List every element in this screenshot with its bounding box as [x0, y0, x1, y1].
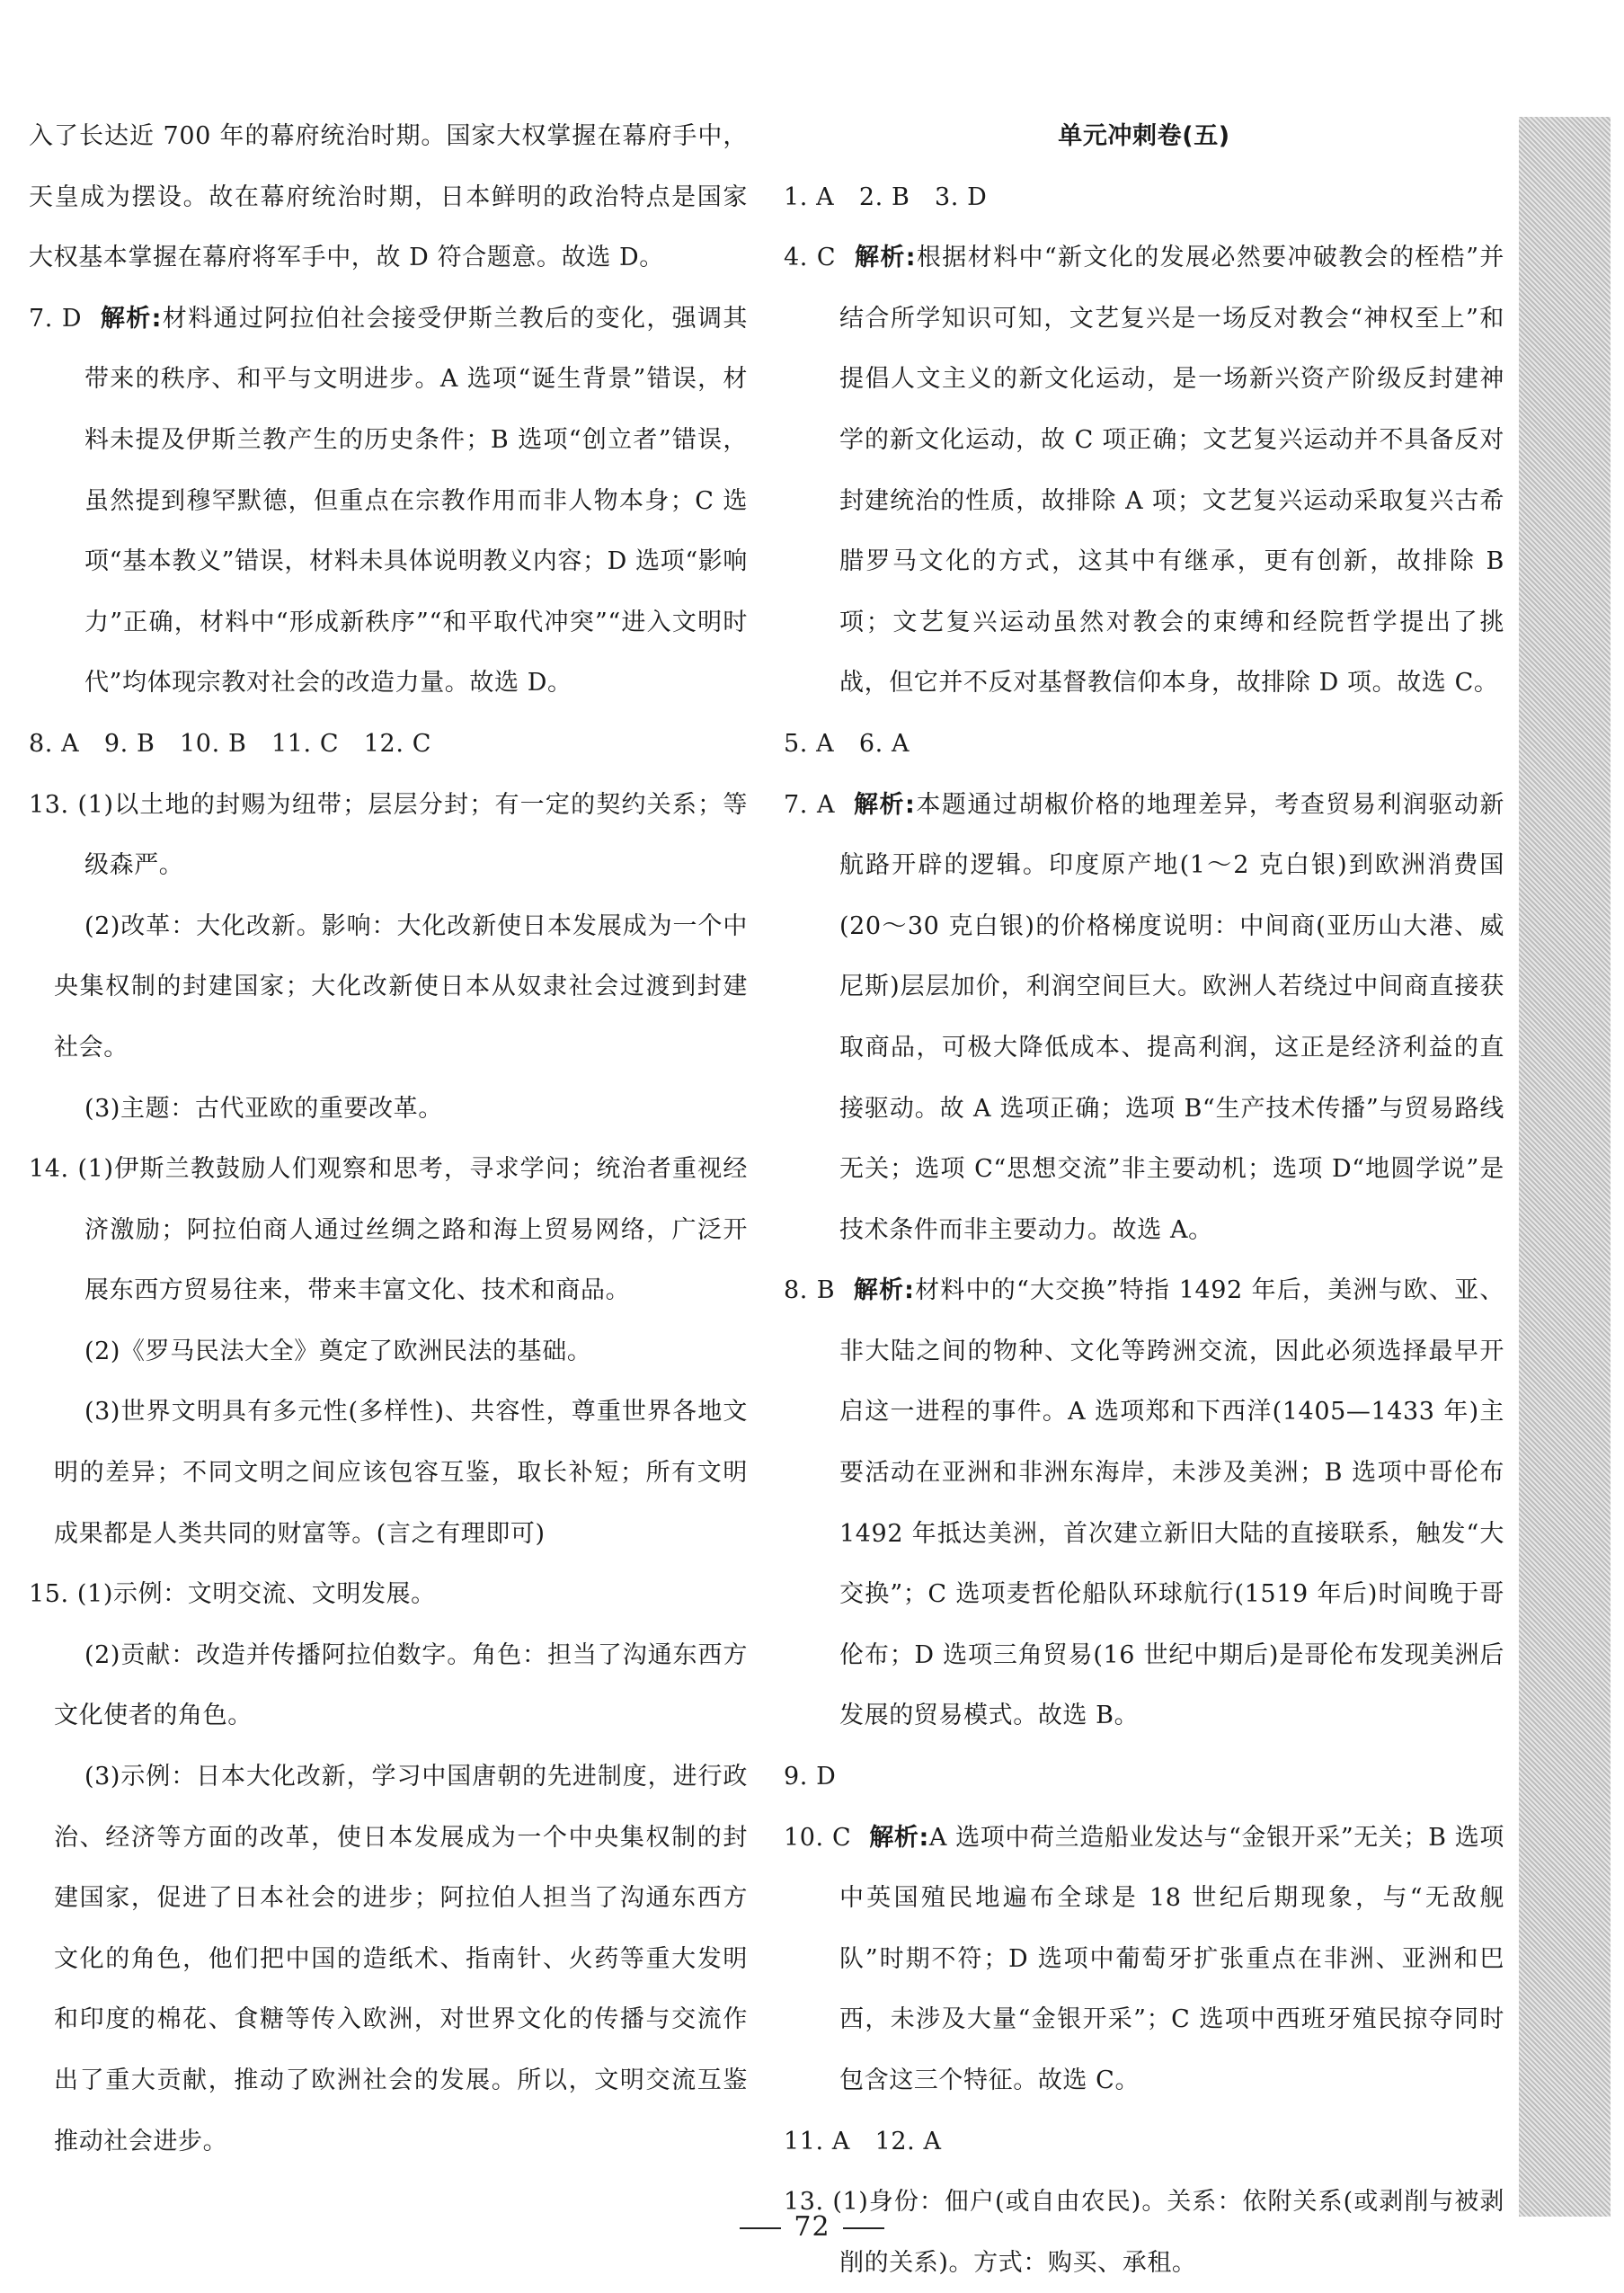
analysis-label: 解析: [854, 244, 917, 272]
answer-7-number: 7. D [29, 304, 83, 333]
answer-4-number: 4. C [784, 244, 837, 272]
answer-15-2: (2)贡献：改造并传播阿拉伯数字。角色：担当了沟通东西方文化使者的角色。 [54, 1640, 748, 1730]
answer-7-number: 7. A [784, 790, 836, 819]
answer-4 [784, 227, 1504, 714]
page-number: 72 [794, 2211, 830, 2243]
answer-14-1: 14. (1)伊斯兰教鼓励人们观察和思考，寻求学问；统治者重视经济激励；阿拉伯商人通过丝绸之路和海上贸易网络，广泛开展东西方贸易往来，带来丰富文化、技术和商品。 [29, 1155, 748, 1305]
answers-5-6: 5. A 6. A [784, 729, 910, 758]
answers-11-12: 11. A 12. A [784, 2127, 942, 2155]
answer-13-3: (3)主题：古代亚欧的重要改革。 [84, 1094, 443, 1123]
answer-8-number: 8. B [784, 1276, 836, 1305]
answer-15-1: 15. (1)示例：文明交流、文明发展。 [29, 1580, 436, 1609]
dash-right [843, 2227, 884, 2229]
answers-1-3: 1. A 2. B 3. D [784, 182, 988, 211]
answer-14-2: (2)《罗马民法大全》奠定了欧洲民法的基础。 [84, 1337, 592, 1365]
answer-7-text: 本题通过胡椒价格的地理差异，考查贸易利润驱动新航路开辟的逻辑。印度原产地(1～2 克白银)到欧洲消费国(20～30 克白银)的价格梯度说明：中间商(亚历山大港、威尼斯)层层加价，利润空间巨大。欧洲人若绕过中间商直接获取商品，可极大降低成本、提高利润，这正是经济利益的直接驱动。故 A 选项正确；选项 B“生产技术传播”与贸易路线无关；选项 C“思想交流”非主要动机；选项 D“地圆学说”是技术条件而非主要动力。故选 A。 [839, 790, 1504, 1244]
answer-15-3: (3)示例：日本大化改新，学习中国唐朝的先进制度，进行政治、经济等方面的改革，使日本发展成为一个中央集权制的封建国家，促进了日本社会的进步；阿拉伯人担当了沟通东西方文化的角色，他们把中国的造纸术、指南针、火药等重大发明和印度的棉花、食糖等传入欧洲，对世界文化的传播与交流作出了重大贡献，推动了欧洲社会的发展。所以，文明交流互鉴推动社会进步。 [54, 1763, 748, 2155]
answer-7-text: 材料通过阿拉伯社会接受伊斯兰教后的变化，强调其带来的秩序、和平与文明进步。A 选项“诞生背景”错误，材料未提及伊斯兰教产生的历史条件；B 选项“创立者”错误，虽然提到穆罕默德，但重点在宗教作用而非人物本身；C 选项“基本教义”错误，材料未具体说明教义内容；D 选项“影响力”正确，材料中“形成新秩序”“和平取代冲突”“进入文明时代”均体现宗教对社会的改造力量。故选 D。 [84, 304, 748, 698]
answer-4-text: 根据材料中“新文化的发展必然要冲破教会的桎梏”并结合所学知识可知，文艺复兴是一场反对教会“神权至上”和提倡人文主义的新文化运动，是一场新兴资产阶级反封建神学的新文化运动，故 C 项正确；文艺复兴运动并不具备反对封建统治的性质，故排除 A 项；文艺复兴运动采取复兴古希腊罗马文化的方式，这其中有继承，更有创新，故排除 B 项；文艺复兴运动虽然对教会的束缚和经院哲学提出了挑战，但它并不反对基督教信仰本身，故排除 D 项。故选 C。 [839, 244, 1504, 698]
page-number-footer [0, 2211, 1624, 2243]
analysis-label: 解析: [869, 1823, 929, 1852]
answer-9: 9. D [784, 1763, 837, 1791]
answer-8-text: 材料中的“大交换”特指 1492 年后，美洲与欧、亚、非大陆之间的物种、文化等跨洲交流，因此必须选择最早开启这一进程的事件。A 选项郑和下西洋(1405—1433 年)主要活动在亚洲和非洲东海岸，未涉及美洲；B 选项中哥伦布 1492 年抵达美洲，首次建立新旧大陆的直接联系，触发“大交换”；C 选项麦哲伦船队环球航行(1519 年后)时间晚于哥伦布；D 选项三角贸易(16 世纪中期后)是哥伦布发现美洲后发展的贸易模式。故选 B。 [839, 1276, 1504, 1730]
answers-8-12: 8. A 9. B 10. B 11. C 12. C [29, 729, 431, 758]
left-continuation: 入了长达近 700 年的幕府统治时期。国家大权掌握在幕府手中，天皇成为摆设。故在幕府统治时期，日本鲜明的政治特点是国家大权基本掌握在幕府将军手中，故 D 符合题意。故选 D。 [29, 122, 748, 272]
edge-texture-strip [1519, 117, 1611, 2217]
section-title: 单元冲刺卷(五) [1058, 122, 1230, 150]
answer-13-right: 13. (1)身份：佃户(或自由农民)。关系：依附关系(或剥削与被剥削的关系)。方式：购买、承租。 [784, 2188, 1504, 2277]
dash-left [740, 2227, 781, 2229]
analysis-label: 解析: [100, 304, 162, 333]
answer-7-right [784, 775, 1504, 1261]
answer-10 [784, 1808, 1504, 2111]
answer-8 [784, 1260, 1504, 1746]
right-column [784, 106, 1504, 2293]
answer-13-1: 13. (1)以土地的封赐为纽带；层层分封；有一定的契约关系；等级森严。 [29, 790, 748, 880]
left-column [29, 106, 748, 2172]
answer-13-2: (2)改革：大化改新。影响：大化改新使日本发展成为一个中央集权制的封建国家；大化改新使日本从奴隶社会过渡到封建社会。 [54, 911, 748, 1062]
answer-10-number: 10. C [784, 1823, 852, 1852]
answer-10-text: A 选项中荷兰造船业发达与“金银开采”无关；B 选项中英国殖民地遍布全球是 18 世纪后期现象，与“无敌舰队”时期不符；D 选项中葡萄牙扩张重点在非洲、亚洲和巴西，未涉及大量“金银开采”；C 选项中西班牙殖民掠夺同时包含这三个特征。故选 C。 [839, 1823, 1504, 2094]
analysis-label: 解析: [853, 790, 916, 819]
answer-14-3: (3)世界文明具有多元性(多样性)、共容性，尊重世界各地文明的差异；不同文明之间应该包容互鉴，取长补短；所有文明成果都是人类共同的财富等。(言之有理即可) [54, 1398, 748, 1548]
answer-7-left [29, 289, 748, 714]
analysis-label: 解析: [853, 1276, 915, 1305]
